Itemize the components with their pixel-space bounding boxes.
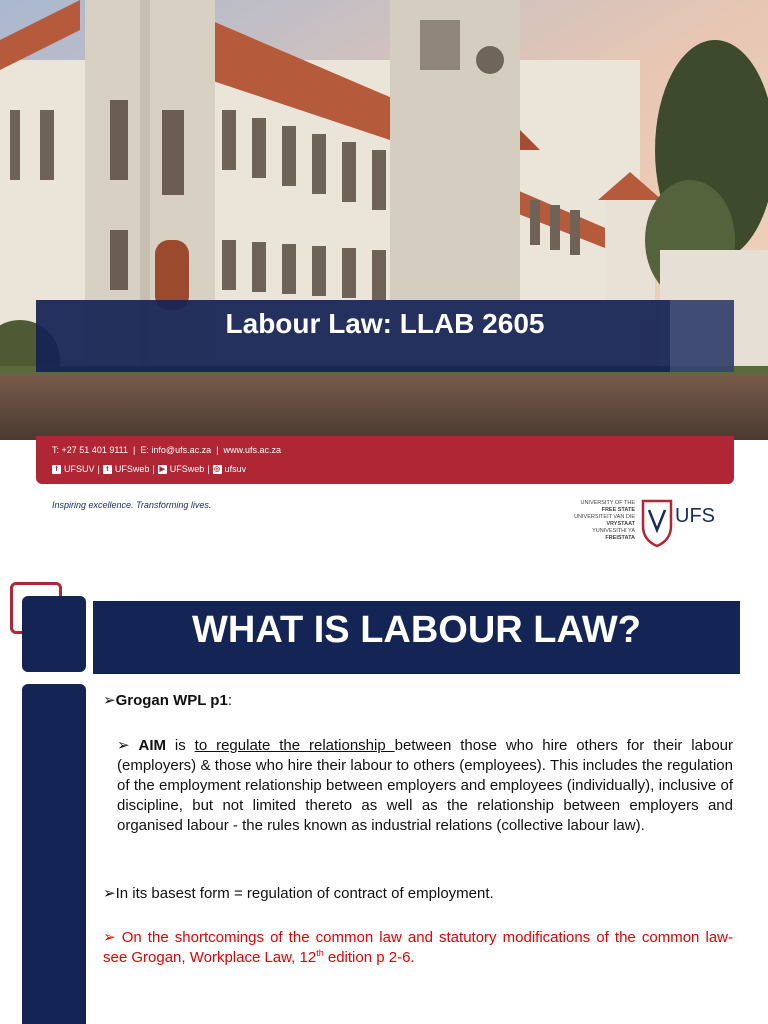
edition-superscript: th: [316, 948, 324, 958]
slide-title: Labour Law: LLAB 2605: [225, 308, 545, 339]
university-name-line: FREISTATA: [605, 535, 635, 541]
bullet-arrow-icon: ➢: [103, 692, 116, 709]
instagram-icon: ◎: [214, 465, 221, 473]
twitter-handle: UFSweb: [114, 464, 150, 474]
separator: |: [152, 464, 155, 474]
separator: |: [207, 464, 210, 474]
decorative-side-bar: [22, 684, 86, 1024]
bullet-grogan-reference: [103, 691, 232, 711]
facebook-icon: f: [52, 465, 61, 474]
bullet-arrow-icon: ➢: [103, 885, 116, 902]
facebook-handle: UFSUV: [64, 464, 95, 474]
title-band: [36, 300, 734, 372]
aim-description: between those who hire others for their labour (employers) & those who hire their labour to others (employees). This includes the regulation of the employment relationship between employers and employees (individually), inclusive of discipline, but not limited thereto as well as the relationship between employers and organised labour - the rules known as industrial relations (collective labour law).: [117, 737, 734, 834]
website: www.ufs.ac.za: [223, 445, 281, 455]
ufs-logo-text: UFS: [675, 505, 715, 527]
basest-form-text: In its basest form = regulation of contract of employment.: [115, 885, 494, 902]
phone-label: T:: [52, 445, 60, 455]
phone-number: +27 51 401 9111: [61, 445, 129, 455]
slide-heading: WHAT IS LABOUR LAW?: [192, 609, 641, 651]
university-name-line: UNIVERSITEIT VAN DIE: [574, 514, 635, 520]
university-name-line: VRYSTAAT: [606, 521, 635, 527]
email-address: info@ufs.ac.za: [151, 445, 212, 455]
reference-colon: :: [227, 692, 232, 709]
instagram-handle: ufsuv: [224, 464, 247, 474]
shortcomings-text: On the shortcomings of the common law and statutory modifications of the common law- see Grogan, Workplace Law, 12: [103, 929, 733, 966]
youtube-icon: ▶: [159, 465, 165, 473]
separator: |: [97, 464, 100, 474]
university-names: [560, 500, 635, 542]
bullet-arrow-icon: ➢: [103, 929, 116, 946]
separator: |: [133, 445, 136, 455]
campus-building-photo: [0, 0, 768, 440]
decorative-block: [22, 596, 86, 672]
bullet-arrow-icon: ➢: [117, 737, 130, 754]
reference-title: Grogan WPL p1: [115, 692, 228, 709]
contact-info: [52, 445, 281, 455]
shortcomings-end: edition p 2-6.: [323, 949, 415, 966]
youtube-handle: UFSweb: [169, 464, 205, 474]
aim-underlined-phrase: to regulate the relationship: [194, 737, 395, 754]
university-name-line: YUNIVESITHI YA: [592, 528, 635, 534]
university-tagline: Inspiring excellence. Transforming lives.: [52, 500, 212, 510]
aim-is: is: [166, 737, 195, 754]
content-slide: [0, 576, 768, 1024]
university-name-line: UNIVERSITY OF THE: [580, 500, 635, 506]
ufs-shield-icon: [640, 498, 674, 548]
bullet-aim: [117, 736, 733, 836]
social-links: [52, 464, 246, 474]
twitter-icon: t: [103, 465, 112, 474]
contact-bar: [36, 436, 734, 484]
university-name-line: FREE STATE: [601, 507, 635, 513]
email-label: E:: [140, 445, 149, 455]
bullet-basest-form: [103, 884, 494, 904]
heading-band: [93, 601, 740, 674]
aim-label: AIM: [138, 737, 166, 754]
separator: |: [216, 445, 219, 455]
bullet-shortcomings: [103, 928, 733, 968]
